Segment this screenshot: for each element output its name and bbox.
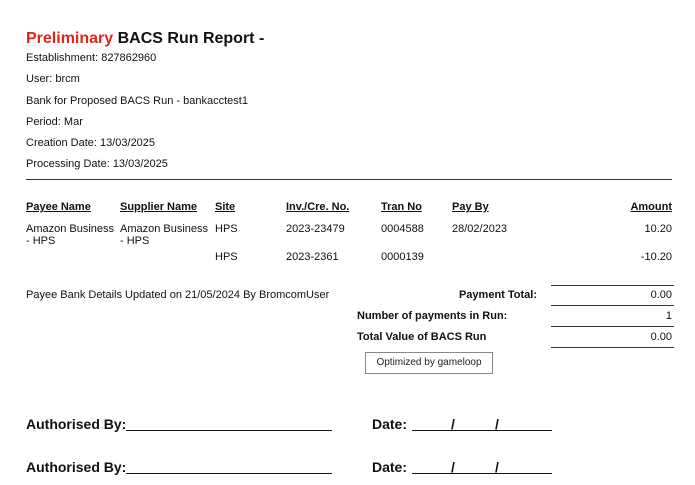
table-row-2-site: HPS	[215, 251, 238, 263]
establishment-line: Establishment: 827862960	[26, 52, 157, 64]
col-header-supplier: Supplier Name	[120, 201, 198, 213]
creation-date-line: Creation Date: 13/03/2025	[26, 137, 156, 149]
date-label-2: Date:	[372, 459, 408, 475]
col-header-tran: Tran No	[381, 201, 422, 213]
table-row-1-invoice: 2023-23479	[286, 223, 345, 235]
report-title-prefix: Preliminary	[26, 30, 114, 47]
table-row-2-amount: -10.20	[640, 251, 672, 263]
date-slash-1b: /	[495, 416, 499, 432]
table-row-1-supplier: Amazon Business - HPS	[120, 223, 209, 247]
summary-line-top	[551, 285, 674, 286]
payment-total-label: Payment Total:	[458, 289, 537, 301]
authorised-by-line-1	[126, 430, 332, 431]
num-payments-label: Number of payments in Run:	[357, 310, 508, 322]
payment-total-value: 0.00	[650, 289, 672, 301]
table-row-1-amount: 10.20	[644, 223, 672, 235]
processing-date-line: Processing Date: 13/03/2025	[26, 158, 168, 170]
summary-line-bottom	[551, 347, 674, 348]
bank-details-note: Payee Bank Details Updated on 21/05/2024 By BromcomUser	[26, 289, 330, 301]
table-row-2-tran: 0000139	[381, 251, 424, 263]
total-value-value: 0.00	[650, 331, 672, 343]
report-title-rest: BACS Run Report -	[117, 30, 265, 47]
summary-line-2	[551, 305, 674, 306]
date-line-1	[412, 430, 552, 431]
bank-line: Bank for Proposed BACS Run - bankacctest1	[26, 95, 248, 107]
authorised-by-label-1: Authorised By:	[26, 416, 127, 432]
user-line: User: brcm	[26, 73, 80, 85]
summary-line-3	[551, 326, 674, 327]
col-header-site: Site	[215, 201, 236, 213]
col-header-invoice: Inv./Cre. No.	[286, 201, 350, 213]
gameloop-badge[interactable]: Optimized by gameloop	[365, 352, 493, 374]
date-slash-2b: /	[495, 459, 499, 475]
table-row-1-site: HPS	[215, 223, 238, 235]
header-divider	[26, 179, 672, 180]
table-row-1-payee: Amazon Business - HPS	[26, 223, 115, 247]
col-header-payee: Payee Name	[26, 201, 91, 213]
authorised-by-line-2	[126, 473, 332, 474]
date-line-2	[412, 473, 552, 474]
authorised-by-label-2: Authorised By:	[26, 459, 127, 475]
table-row-1-payby: 28/02/2023	[452, 223, 508, 235]
report-title	[26, 30, 264, 48]
col-header-amount: Amount	[630, 201, 672, 213]
date-slash-2a: /	[451, 459, 455, 475]
period-line: Period: Mar	[26, 116, 83, 128]
col-header-payby: Pay By	[452, 201, 489, 213]
date-label-1: Date:	[372, 416, 408, 432]
date-slash-1a: /	[451, 416, 455, 432]
table-row-2-invoice: 2023-2361	[286, 251, 339, 263]
table-row-1-tran: 0004588	[381, 223, 424, 235]
num-payments-value: 1	[665, 310, 672, 322]
total-value-label: Total Value of BACS Run	[357, 331, 487, 343]
